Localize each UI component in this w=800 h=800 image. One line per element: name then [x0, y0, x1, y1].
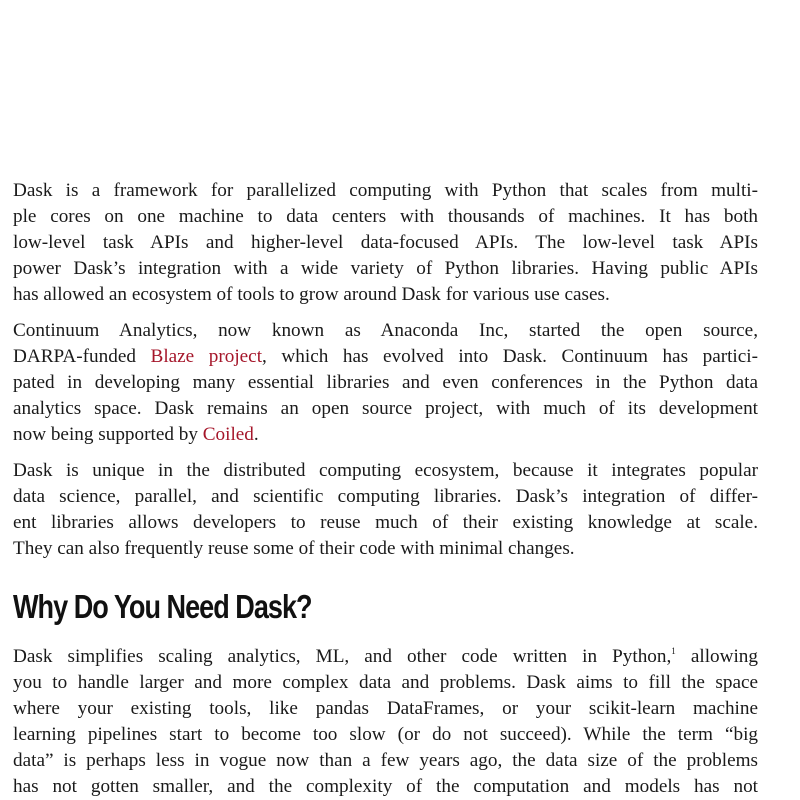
text-span: now being supported by: [13, 424, 203, 445]
text-span: .: [253, 424, 259, 445]
text-span: Dask simplifies scaling analytics, ML, and other code written in Python,: [13, 646, 672, 667]
paragraph-intro: [13, 178, 758, 308]
text-line: learning pipelines start to become too slow (or do not succeed). While the term “big: [13, 724, 758, 745]
text-line: [13, 644, 758, 670]
coiled-link[interactable]: Coiled: [202, 424, 254, 445]
text-line: has allowed an ecosystem of tools to grow around Dask for various use cases.: [13, 284, 610, 305]
text-line: ple cores on one machine to data centers with thousands of machines. It has both: [13, 206, 758, 227]
text-line: They can also frequently reuse some of their code with minimal changes.: [13, 538, 575, 559]
text-line: has not gotten smaller, and the complexity of the computation and models has not: [13, 776, 758, 797]
text-line: Dask is a framework for parallelized computing with Python that scales from multi-: [13, 180, 758, 201]
text-line: Continuum Analytics, now known as Anaconda Inc, started the open source,: [13, 320, 758, 341]
text-span: allowing: [675, 646, 758, 667]
text-line: data science, parallel, and scientific computing libraries. Dask’s integration of differ-: [13, 486, 758, 507]
text-span: DARPA-funded: [13, 346, 151, 367]
section-heading: Why Do You Need Dask?: [13, 588, 312, 625]
paragraph-why: [13, 644, 758, 800]
text-line: pated in developing many essential libraries and even conferences in the Python data: [13, 372, 758, 393]
text-line: ent libraries allows developers to reuse much of their existing knowledge at scale.: [13, 512, 758, 533]
blaze-project-link[interactable]: Blaze project: [150, 346, 263, 367]
page-content: [13, 178, 758, 800]
text-line: [13, 422, 758, 448]
paragraph-unique: [13, 458, 758, 562]
text-line: low-level task APIs and higher-level data-focused APIs. The low-level task APIs: [13, 232, 758, 253]
paragraph-continuum: [13, 318, 758, 448]
text-line: analytics space. Dask remains an open source project, with much of its development: [13, 398, 758, 419]
text-line: [13, 344, 758, 370]
text-line: data” is perhaps less in vogue now than a few years ago, the data size of the problems: [13, 750, 758, 771]
footnote-marker[interactable]: 1: [671, 646, 676, 656]
text-line: where your existing tools, like pandas DataFrames, or your scikit-learn machine: [13, 698, 758, 719]
text-line: Dask is unique in the distributed computing ecosystem, because it integrates popular: [13, 460, 758, 481]
text-line: you to handle larger and more complex data and problems. Dask aims to fill the space: [13, 672, 758, 693]
text-line: power Dask’s integration with a wide variety of Python libraries. Having public APIs: [13, 258, 758, 279]
text-span: , which has evolved into Dask. Continuum has partici-: [262, 346, 758, 367]
